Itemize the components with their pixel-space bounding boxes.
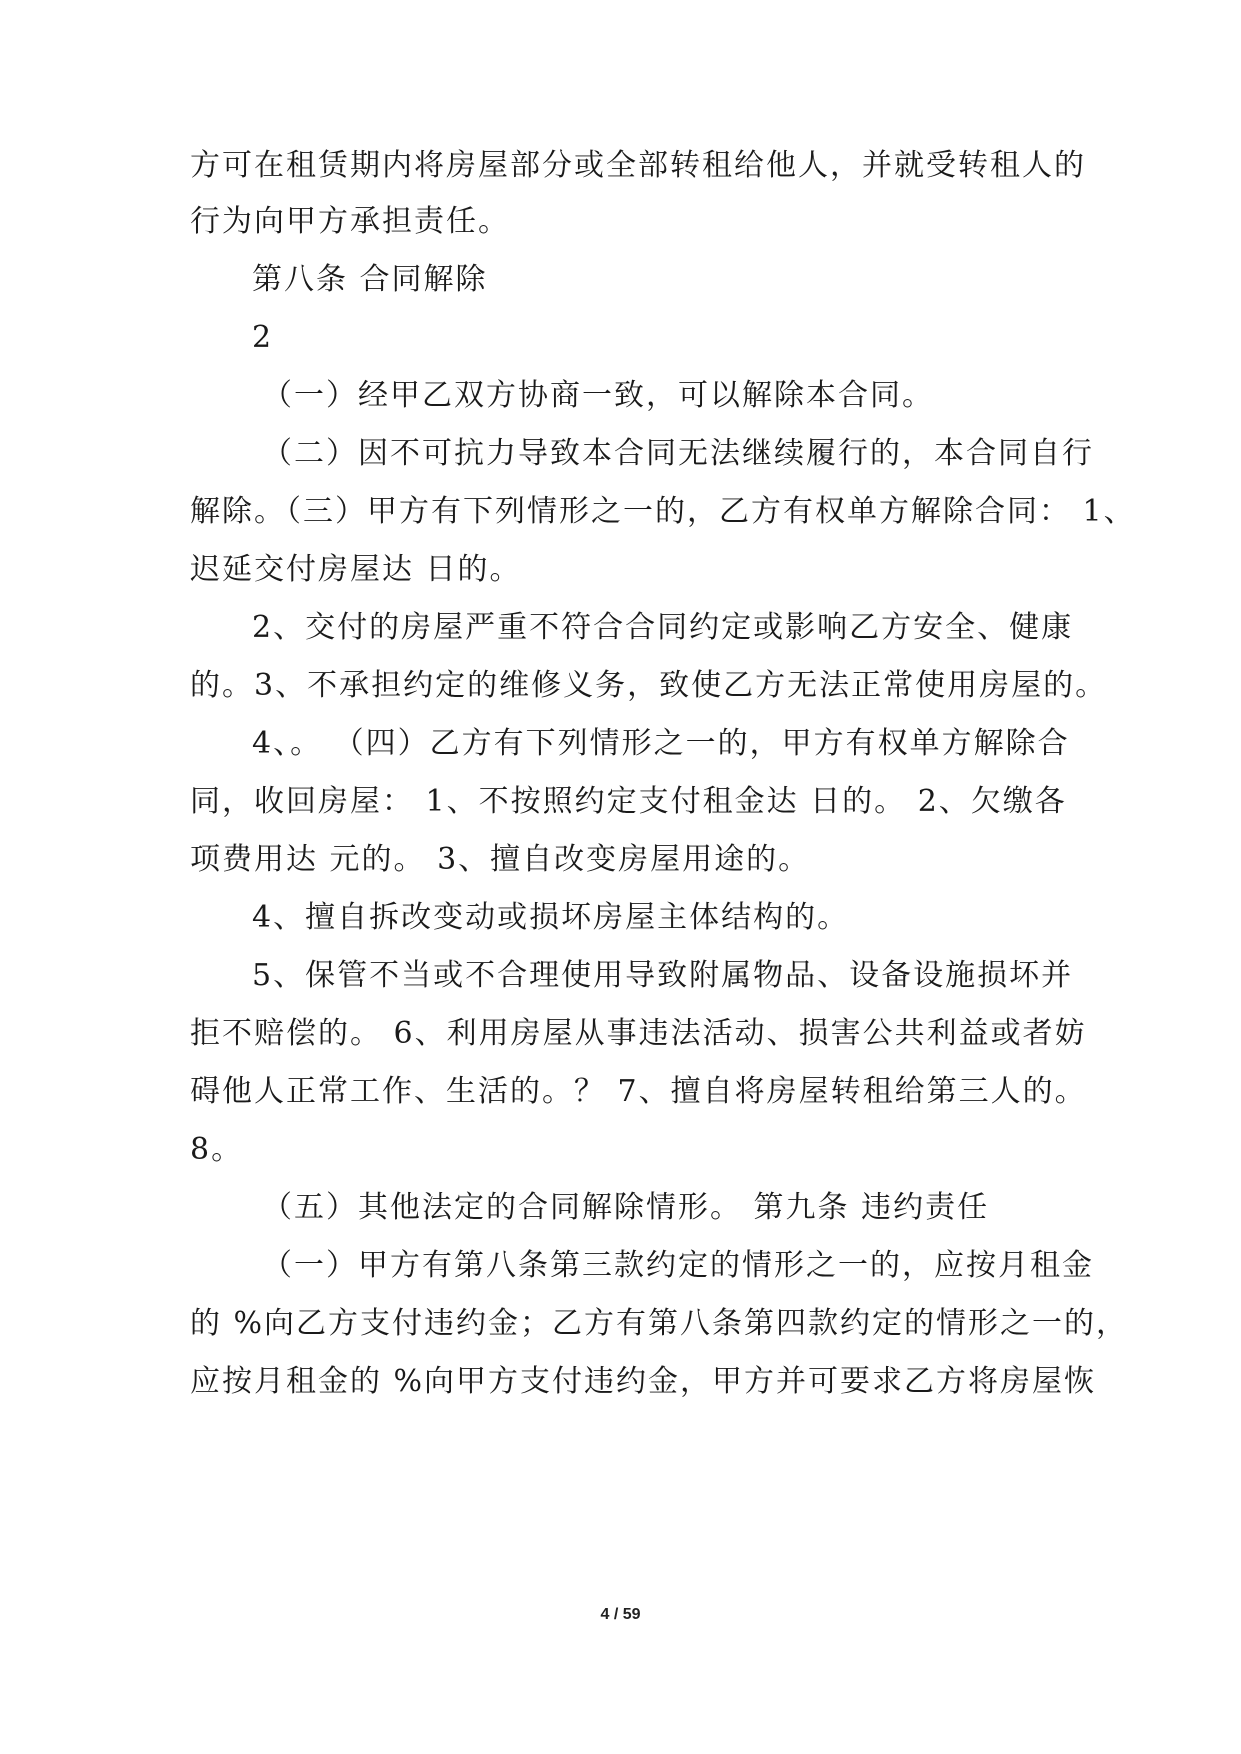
body-text-line: 迟延交付房屋达 日的。 [190,552,522,587]
body-text-line: （二）因不可抗力导致本合同无法继续履行的，本合同自行 [262,436,1094,471]
body-text-line: 拒不赔偿的。 6、利用房屋从事违法活动、损害公共利益或者妨 [190,1016,1087,1051]
body-text-line: 应按月租金的 %向甲方支付违约金，甲方并可要求乙方将房屋恢 [190,1364,1097,1399]
body-text-line: 的。3、不承担约定的维修义务，致使乙方无法正常使用房屋的。 [190,668,1108,703]
body-text-line: 4、。 （四）乙方有下列情形之一的，甲方有权单方解除合 [252,726,1070,761]
body-text-line: 方可在租赁期内将房屋部分或全部转租给他人，并就受转租人的 [190,148,1086,183]
body-text-line: 行为向甲方承担责任。 [190,204,510,239]
body-text-line: 8。 [190,1132,244,1167]
body-text-line: 5、保管不当或不合理使用导致附属物品、设备设施损坏并 [252,958,1074,993]
body-text-line: 4、擅自拆改变动或损坏房屋主体结构的。 [252,900,850,935]
body-text-line: 项费用达 元的。 3、擅自改变房屋用途的。 [190,842,811,877]
body-text-line: （一）甲方有第八条第三款约定的情形之一的，应按月租金 [262,1248,1094,1283]
body-text-line: 的 %向乙方支付违约金；乙方有第八条第四款约定的情形之一的， [190,1306,1129,1341]
section-heading: 第八条 合同解除 [252,262,488,297]
body-text-line: 碍他人正常工作、生活的。？ 7、擅自将房屋转租给第三人的。 [190,1074,1087,1109]
page-number: 4 / 59 [600,1606,641,1623]
body-text-line: 2、交付的房屋严重不符合合同约定或影响乙方安全、健康 [252,610,1074,645]
body-text-line: 2 [252,320,274,355]
body-text-line: （一）经甲乙双方协商一致，可以解除本合同。 [262,378,934,413]
body-text-line: （五）其他法定的合同解除情形。 第九条 违约责任 [262,1190,990,1225]
body-text-line: 解除。（三）甲方有下列情形之一的，乙方有权单方解除合同： 1、 [190,494,1136,529]
body-text-line: 同，收回房屋： 1、不按照约定支付租金达 日的。 2、欠缴各 [190,784,1067,819]
